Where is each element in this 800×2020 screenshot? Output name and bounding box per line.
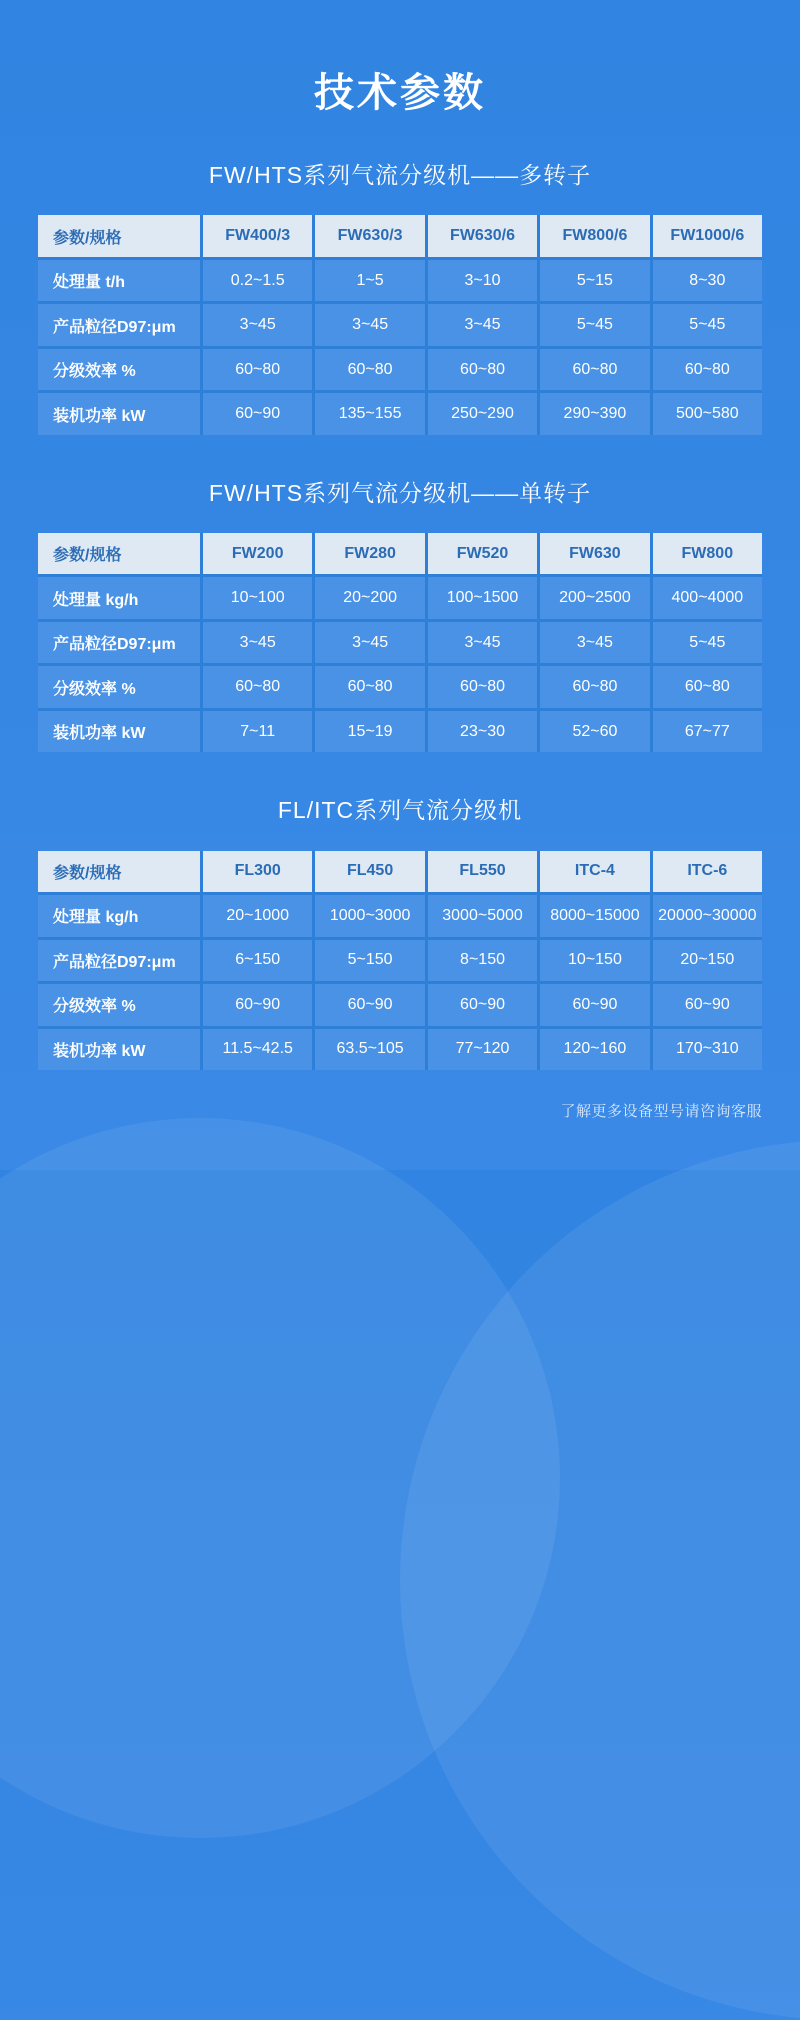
- value-cell: 67~77: [653, 711, 762, 753]
- section-multi-rotor: [38, 162, 762, 435]
- value-cell: 60~80: [428, 666, 537, 708]
- value-cell: 20~1000: [203, 895, 312, 937]
- section-heading-fl-itc: FL/ITC系列气流分级机: [277, 797, 523, 824]
- row-label-cell: 装机功率 kW: [38, 393, 200, 435]
- value-cell: 170~310: [653, 1029, 762, 1071]
- value-cell: 5~45: [653, 304, 762, 346]
- value-cell: 60~90: [203, 393, 312, 435]
- header-model-cell: FW800: [653, 533, 762, 575]
- value-cell: 60~90: [203, 984, 312, 1026]
- table-header-row: [38, 533, 762, 575]
- header-param-cell: 参数/规格: [38, 215, 200, 257]
- table-row: [38, 393, 762, 435]
- value-cell: 3~45: [315, 622, 424, 664]
- value-cell: 60~80: [315, 666, 424, 708]
- row-label-cell: 分级效率 %: [38, 349, 200, 391]
- value-cell: 500~580: [653, 393, 762, 435]
- value-cell: 60~80: [203, 349, 312, 391]
- value-cell: 23~30: [428, 711, 537, 753]
- value-cell: 60~80: [203, 666, 312, 708]
- table-row: [38, 622, 762, 664]
- header-model-cell: ITC-4: [540, 851, 649, 893]
- header-model-cell: FL450: [315, 851, 424, 893]
- header-param-cell: 参数/规格: [38, 851, 200, 893]
- header-model-cell: FW280: [315, 533, 424, 575]
- footer-note: 了解更多设备型号请咨询客服: [560, 1103, 762, 1121]
- value-cell: 77~120: [428, 1029, 537, 1071]
- value-cell: 6~150: [203, 940, 312, 982]
- table-header-row: [38, 215, 762, 257]
- value-cell: 3~45: [315, 304, 424, 346]
- header-model-cell: FW630/6: [428, 215, 537, 257]
- spec-table-multi-rotor: [38, 215, 762, 435]
- page-title: 技术参数: [314, 71, 486, 115]
- row-label-cell: 产品粒径D97:μm: [38, 304, 200, 346]
- value-cell: 3~45: [428, 622, 537, 664]
- value-cell: 7~11: [203, 711, 312, 753]
- value-cell: 60~80: [315, 349, 424, 391]
- value-cell: 1000~3000: [315, 895, 424, 937]
- value-cell: 5~45: [540, 304, 649, 346]
- header-model-cell: FW520: [428, 533, 537, 575]
- row-label-cell: 分级效率 %: [38, 666, 200, 708]
- table-header-row: [38, 851, 762, 893]
- header-model-cell: FW630/3: [315, 215, 424, 257]
- value-cell: 3~45: [540, 622, 649, 664]
- value-cell: 5~15: [540, 260, 649, 302]
- value-cell: 3~10: [428, 260, 537, 302]
- table-row: [38, 940, 762, 982]
- value-cell: 100~1500: [428, 577, 537, 619]
- value-cell: 250~290: [428, 393, 537, 435]
- section-heading-multi-rotor: FW/HTS系列气流分级机——多转子: [208, 162, 592, 189]
- value-cell: 60~80: [653, 666, 762, 708]
- table-row: [38, 304, 762, 346]
- header-model-cell: FL550: [428, 851, 537, 893]
- header-model-cell: FL300: [203, 851, 312, 893]
- value-cell: 400~4000: [653, 577, 762, 619]
- header-model-cell: FW800/6: [540, 215, 649, 257]
- value-cell: 3~45: [203, 304, 312, 346]
- value-cell: 11.5~42.5: [203, 1029, 312, 1071]
- header-param-cell: 参数/规格: [38, 533, 200, 575]
- header-model-cell: ITC-6: [653, 851, 762, 893]
- row-label-cell: 装机功率 kW: [38, 1029, 200, 1071]
- value-cell: 60~90: [315, 984, 424, 1026]
- row-label-cell: 处理量 kg/h: [38, 577, 200, 619]
- value-cell: 63.5~105: [315, 1029, 424, 1071]
- value-cell: 60~80: [540, 349, 649, 391]
- row-label-cell: 处理量 t/h: [38, 260, 200, 302]
- table-row: [38, 349, 762, 391]
- value-cell: 60~80: [653, 349, 762, 391]
- value-cell: 20~150: [653, 940, 762, 982]
- row-label-cell: 处理量 kg/h: [38, 895, 200, 937]
- value-cell: 10~150: [540, 940, 649, 982]
- value-cell: 0.2~1.5: [203, 260, 312, 302]
- value-cell: 15~19: [315, 711, 424, 753]
- table-row: [38, 260, 762, 302]
- value-cell: 60~90: [428, 984, 537, 1026]
- row-label-cell: 产品粒径D97:μm: [38, 622, 200, 664]
- value-cell: 20~200: [315, 577, 424, 619]
- row-label-cell: 分级效率 %: [38, 984, 200, 1026]
- table-row: [38, 1029, 762, 1071]
- section-heading-single-rotor: FW/HTS系列气流分级机——单转子: [208, 479, 592, 506]
- value-cell: 8000~15000: [540, 895, 649, 937]
- value-cell: 20000~30000: [653, 895, 762, 937]
- row-label-cell: 装机功率 kW: [38, 711, 200, 753]
- value-cell: 200~2500: [540, 577, 649, 619]
- table-row: [38, 666, 762, 708]
- value-cell: 10~100: [203, 577, 312, 619]
- value-cell: 1~5: [315, 260, 424, 302]
- section-single-rotor: [38, 480, 762, 753]
- spec-table-single-rotor: [38, 533, 762, 753]
- header-model-cell: FW400/3: [203, 215, 312, 257]
- header-model-cell: FW200: [203, 533, 312, 575]
- value-cell: 5~45: [653, 622, 762, 664]
- value-cell: 3~45: [428, 304, 537, 346]
- value-cell: 290~390: [540, 393, 649, 435]
- value-cell: 60~90: [653, 984, 762, 1026]
- table-row: [38, 895, 762, 937]
- value-cell: 8~150: [428, 940, 537, 982]
- table-row: [38, 711, 762, 753]
- value-cell: 52~60: [540, 711, 649, 753]
- value-cell: 5~150: [315, 940, 424, 982]
- spec-table-fl-itc: [38, 851, 762, 1071]
- header-model-cell: FW630: [540, 533, 649, 575]
- section-fl-itc: [38, 797, 762, 1070]
- value-cell: 60~80: [540, 666, 649, 708]
- value-cell: 3000~5000: [428, 895, 537, 937]
- value-cell: 135~155: [315, 393, 424, 435]
- value-cell: 8~30: [653, 260, 762, 302]
- table-row: [38, 577, 762, 619]
- value-cell: 60~80: [428, 349, 537, 391]
- value-cell: 3~45: [203, 622, 312, 664]
- value-cell: 60~90: [540, 984, 649, 1026]
- table-row: [38, 984, 762, 1026]
- header-model-cell: FW1000/6: [653, 215, 762, 257]
- value-cell: 120~160: [540, 1029, 649, 1071]
- row-label-cell: 产品粒径D97:μm: [38, 940, 200, 982]
